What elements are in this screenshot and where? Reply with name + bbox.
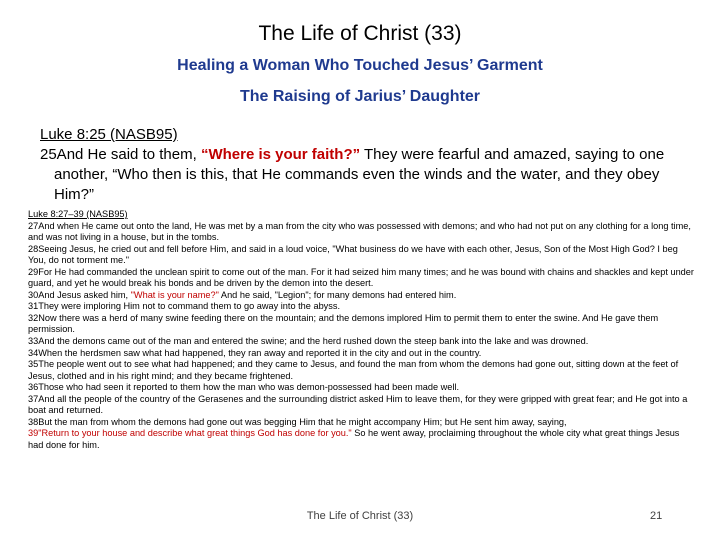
footer-title: The Life of Christ (33): [306, 510, 414, 522]
verse-33: 33And the demons came out of the man and entered the swine; and the herd rushed down the steep bank into the lake and was drowned.: [28, 336, 589, 347]
verse-39-post: So he went away, proclaiming throughout the whole city what great things Jesus had done for him.: [28, 428, 680, 450]
luke-8-25-quote: “Where is your faith?”: [200, 146, 361, 163]
verse-32: 32Now there was a herd of many swine feeding there on the mountain; and the demons implored Him to permit them to enter the swine. And He gave them permission.: [28, 312, 659, 335]
luke-8-27-39-passage: [28, 209, 694, 451]
subtitle-healing-woman: Healing a Woman Who Touched Jesus’ Garment: [177, 57, 543, 74]
verse-27: 27And when He came out onto the land, He was met by a man from the city who was possessed with demons; and who had not put on any clothing for a long time, and was not living in a house, but in the tombs.: [28, 220, 691, 243]
verse-37: 37And all the people of the country of the Gerasenes and the surrounding district asked Him to leave them, for they were gripped with great fear; and He got into a boat and returned.: [28, 393, 688, 416]
verse-30-post: And he said, "Legion"; for many demons had entered him.: [218, 289, 457, 300]
verse-38: 38But the man from whom the demons had gone out was begging Him that he might accompany Him; but He sent him away, saying,: [28, 416, 567, 427]
luke-8-25-post: They were fearful and amazed, saying to one another, “Who then is this, that He commands even the winds and the water, and they obey Him?”: [54, 146, 665, 203]
verse-35: 35The people went out to see what had happened; and they came to Jesus, and found the man from whom the demons had gone out, sitting down at the feet of Jesus, clothed and in his right mind; and they became frightened.: [28, 359, 679, 381]
verse-28: 28Seeing Jesus, he cried out and fell before Him, and said in a loud voice, "What business do we have with each other, Jesus, Son of the Most High God? I beg You, do not torment me.": [28, 243, 678, 266]
verse-34: 34When the herdsmen saw what had happened, they ran away and reported it in the city and out in the country.: [28, 347, 482, 358]
verse-31: 31They were imploring Him not to command them to go away into the abyss.: [28, 301, 341, 312]
verse-36: 36Those who had seen it reported to them how the man who was demon-possessed had been made well.: [28, 382, 460, 393]
verse-30: [28, 290, 694, 302]
luke-8-25-pre: 25And He said to them,: [40, 146, 201, 163]
subtitle-raising-daughter: The Raising of Jarius’ Daughter: [239, 88, 481, 105]
luke-8-25-block: [40, 125, 695, 205]
page-number: 21: [650, 510, 663, 522]
luke-8-25-reference: Luke 8:25 (NASB95): [40, 126, 178, 143]
verse-39: [28, 428, 694, 451]
verse-29: 29For He had commanded the unclean spirit to come out of the man. For it had seized him many times; and he was bound with chains and shackles and kept under guard, and yet he would break his bonds and be driven by the demon into the desert.: [28, 266, 694, 289]
slide-title: The Life of Christ (33): [258, 22, 462, 45]
luke-8-25-text: [40, 145, 695, 205]
passage-reference: Luke 8:27–39 (NASB95): [28, 209, 128, 219]
verse-30-quote: "What is your name?": [130, 289, 219, 300]
verse-30-pre: 30And Jesus asked him,: [28, 289, 131, 300]
verse-39-quote: 39"Return to your house and describe what great things God has done for you.": [28, 428, 352, 439]
